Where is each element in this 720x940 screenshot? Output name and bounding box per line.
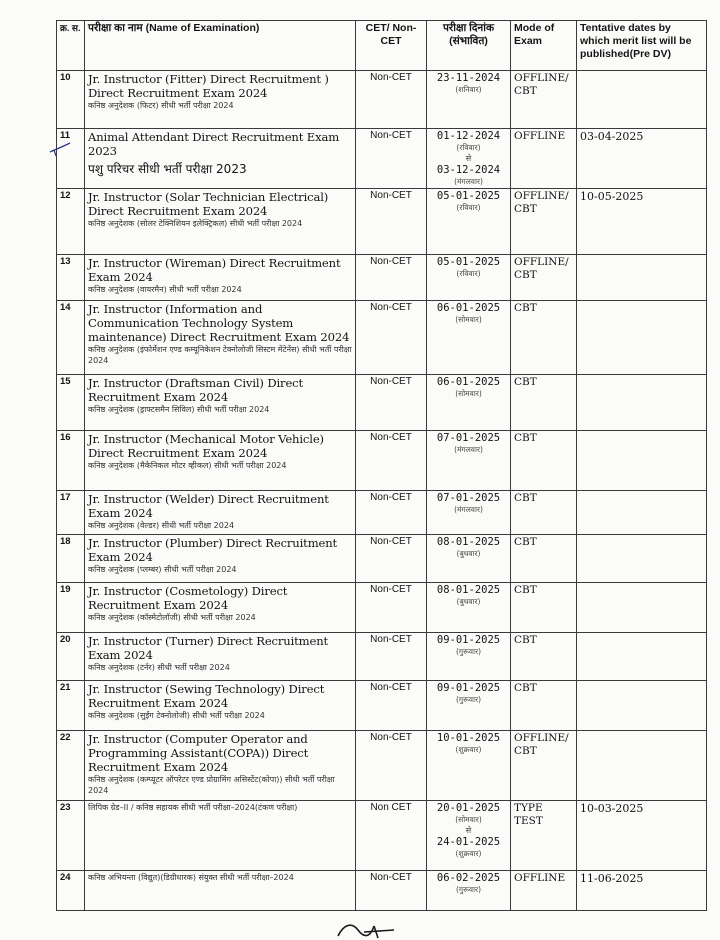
serial-no: 11 bbox=[57, 129, 85, 189]
exam-mode: OFFLINE/ CBT bbox=[511, 71, 577, 129]
exam-schedule-table bbox=[56, 20, 707, 911]
exam-day: (बुधवार) bbox=[456, 597, 481, 606]
exam-date: 08-01-2025 bbox=[436, 536, 501, 548]
table-row bbox=[57, 129, 707, 189]
exam-date: 06-01-2025 bbox=[436, 302, 501, 314]
exam-name-en: Jr. Instructor (Mechanical Motor Vehicle) Direct Recruitment Exam 2024 bbox=[88, 432, 324, 460]
exam-date: 06-01-2025 bbox=[436, 376, 501, 388]
exam-day: (शुक्रवार) bbox=[455, 745, 482, 754]
exam-name-en: Jr. Instructor (Fitter) Direct Recruitment ) Direct Recruitment Exam 2024 bbox=[88, 72, 329, 100]
exam-day: (मंगलवार) bbox=[454, 505, 483, 514]
table-row bbox=[57, 583, 707, 633]
exam-date: 23-11-2024 bbox=[436, 72, 501, 84]
cet-status: Non-CET bbox=[356, 491, 427, 535]
merit-list-date bbox=[577, 583, 707, 633]
exam-mode: CBT bbox=[511, 583, 577, 633]
cet-status: Non CET bbox=[356, 801, 427, 871]
serial-no: 14 bbox=[57, 301, 85, 375]
exam-day: (शनिवार) bbox=[455, 85, 482, 94]
exam-name-hi: पशु परिचर सीधी भर्ती परीक्षा 2023 bbox=[88, 162, 247, 176]
exam-date-cell bbox=[427, 871, 511, 911]
exam-day: (रविवार) bbox=[456, 203, 481, 212]
cet-status: Non-CET bbox=[356, 431, 427, 491]
exam-mode: OFFLINE/ CBT bbox=[511, 255, 577, 301]
exam-name-en: Jr. Instructor (Cosmetology) Direct Recruitment Exam 2024 bbox=[88, 584, 288, 612]
table-row bbox=[57, 375, 707, 431]
exam-mode: CBT bbox=[511, 431, 577, 491]
table-row bbox=[57, 633, 707, 681]
cet-status: Non-CET bbox=[356, 189, 427, 255]
exam-date-cell bbox=[427, 491, 511, 535]
exam-name-cell bbox=[85, 189, 356, 255]
exam-name-en: Jr. Instructor (Information and Communication Technology System maintenance) Direct Recruitment Exam 2024 bbox=[88, 302, 350, 344]
exam-date-cell bbox=[427, 535, 511, 583]
exam-name-cell bbox=[85, 731, 356, 801]
exam-date: 09-01-2025 bbox=[436, 634, 501, 646]
exam-day: (रविवार) bbox=[456, 143, 481, 152]
exam-name-cell bbox=[85, 71, 356, 129]
exam-name-hi: लिपिक ग्रेड–II / कनिष्ठ सहायक सीधी भर्ती परीक्षा–2024(टंकण परीक्षा) bbox=[88, 803, 298, 812]
date-range-separator: से bbox=[465, 826, 472, 835]
merit-list-date: 03-04-2025 bbox=[577, 129, 707, 189]
merit-list-date bbox=[577, 71, 707, 129]
exam-name-cell bbox=[85, 129, 356, 189]
exam-date-cell bbox=[427, 71, 511, 129]
cet-status: Non-CET bbox=[356, 301, 427, 375]
exam-name-en: Jr. Instructor (Solar Technician Electrical) Direct Recruitment Exam 2024 bbox=[88, 190, 329, 218]
exam-name-cell bbox=[85, 375, 356, 431]
exam-date-cell bbox=[427, 801, 511, 871]
serial-no: 18 bbox=[57, 535, 85, 583]
exam-name-hi: कनिष्ठ अनुदेशक (इंफोर्मेशन एण्ड कम्यूनिकेशन टेक्नोलोजी सिस्टम मेंटेनेंस) सीधी भर्ती परीक्षा 2024 bbox=[88, 345, 352, 365]
serial-no: 24 bbox=[57, 871, 85, 911]
table-row bbox=[57, 301, 707, 375]
cet-status: Non-CET bbox=[356, 583, 427, 633]
serial-no: 12 bbox=[57, 189, 85, 255]
cet-status: Non-CET bbox=[356, 255, 427, 301]
merit-list-date bbox=[577, 375, 707, 431]
exam-name-cell bbox=[85, 431, 356, 491]
exam-name-hi: कनिष्ठ अनुदेशक (फिटर) सीधी भर्ती परीक्षा 2024 bbox=[88, 101, 234, 110]
serial-no: 20 bbox=[57, 633, 85, 681]
serial-no: 17 bbox=[57, 491, 85, 535]
header-row bbox=[57, 21, 707, 71]
exam-day: (बुधवार) bbox=[456, 549, 481, 558]
exam-day: (गुरूवार) bbox=[455, 695, 482, 704]
exam-name-en: Jr. Instructor (Wireman) Direct Recruitment Exam 2024 bbox=[88, 256, 341, 284]
cet-status: Non-CET bbox=[356, 633, 427, 681]
merit-list-date bbox=[577, 431, 707, 491]
exam-date: 05-01-2025 bbox=[436, 190, 501, 202]
exam-date-cell bbox=[427, 431, 511, 491]
exam-name-cell bbox=[85, 633, 356, 681]
cet-status: Non-CET bbox=[356, 871, 427, 911]
exam-date: 06-02-2025 bbox=[436, 872, 501, 884]
exam-name-hi: कनिष्ठ अभियन्ता (विद्युत)(डिग्रीधारक) संयुक्त सीधी भर्ती परीक्षा–2024 bbox=[88, 873, 294, 882]
exam-day: (रविवार) bbox=[456, 269, 481, 278]
table-row bbox=[57, 71, 707, 129]
exam-date: 10-01-2025 bbox=[436, 732, 501, 744]
cet-status: Non-CET bbox=[356, 129, 427, 189]
serial-no: 21 bbox=[57, 681, 85, 731]
exam-mode: OFFLINE/ CBT bbox=[511, 731, 577, 801]
table-row bbox=[57, 681, 707, 731]
exam-name-en: Animal Attendant Direct Recruitment Exam 2023 bbox=[88, 130, 340, 158]
exam-day: (गुरूवार) bbox=[455, 647, 482, 656]
cet-status: Non-CET bbox=[356, 535, 427, 583]
exam-name-en: Jr. Instructor (Welder) Direct Recruitment Exam 2024 bbox=[88, 492, 329, 520]
merit-list-date: 10-05-2025 bbox=[577, 189, 707, 255]
merit-list-date bbox=[577, 731, 707, 801]
serial-no: 22 bbox=[57, 731, 85, 801]
exam-day: (सोमवार) bbox=[455, 389, 482, 398]
exam-day-end: (शुक्रवार) bbox=[455, 849, 482, 858]
exam-mode: TYPE TEST bbox=[511, 801, 577, 871]
exam-mode: CBT bbox=[511, 535, 577, 583]
exam-date-end: 03-12-2024 bbox=[436, 164, 501, 176]
merit-list-date bbox=[577, 681, 707, 731]
exam-date: 08-01-2025 bbox=[436, 584, 501, 596]
header-exam-date: परीक्षा दिनांक (संभावित) bbox=[427, 21, 511, 71]
serial-no: 19 bbox=[57, 583, 85, 633]
exam-mode: CBT bbox=[511, 681, 577, 731]
merit-list-date bbox=[577, 633, 707, 681]
exam-date-cell bbox=[427, 375, 511, 431]
serial-no: 15 bbox=[57, 375, 85, 431]
exam-date-end: 24-01-2025 bbox=[436, 836, 501, 848]
exam-mode: OFFLINE/ CBT bbox=[511, 189, 577, 255]
table-row bbox=[57, 871, 707, 911]
exam-name-hi: कनिष्ठ अनुदेशक (प्लम्बर) सीधी भर्ती परीक्षा 2024 bbox=[88, 565, 237, 574]
header-merit-date: Tentative dates by which merit list will be published(Pre DV) bbox=[577, 21, 707, 71]
exam-name-en: Jr. Instructor (Plumber) Direct Recruitment Exam 2024 bbox=[88, 536, 338, 564]
exam-date: 07-01-2025 bbox=[436, 432, 501, 444]
signature bbox=[334, 918, 424, 940]
exam-date: 07-01-2025 bbox=[436, 492, 501, 504]
exam-name-cell bbox=[85, 871, 356, 911]
exam-mode: OFFLINE bbox=[511, 871, 577, 911]
merit-list-date bbox=[577, 491, 707, 535]
table-row bbox=[57, 801, 707, 871]
exam-date: 05-01-2025 bbox=[436, 256, 501, 268]
exam-date: 20-01-2025 bbox=[436, 802, 501, 814]
cet-status: Non-CET bbox=[356, 71, 427, 129]
exam-name-hi: कनिष्ठ अनुदेशक (कॉस्मेटोलॉजी) सीधी भर्ती परीक्षा 2024 bbox=[88, 613, 256, 622]
exam-date: 09-01-2025 bbox=[436, 682, 501, 694]
exam-mode: CBT bbox=[511, 633, 577, 681]
exam-name-hi: कनिष्ठ अनुदेशक (मैकेनिकल मोटर व्हीकल) सीधी भर्ती परीक्षा 2024 bbox=[88, 461, 287, 470]
merit-list-date bbox=[577, 255, 707, 301]
serial-no: 23 bbox=[57, 801, 85, 871]
exam-name-cell bbox=[85, 301, 356, 375]
exam-name-cell bbox=[85, 583, 356, 633]
exam-day: (सोमवार) bbox=[455, 815, 482, 824]
merit-list-date: 11-06-2025 bbox=[577, 871, 707, 911]
exam-name-hi: कनिष्ठ अनुदेशक (वायरमैन) सीधी भर्ती परीक्षा 2024 bbox=[88, 285, 242, 294]
exam-date-cell bbox=[427, 189, 511, 255]
table-row bbox=[57, 255, 707, 301]
table-row bbox=[57, 431, 707, 491]
serial-no: 16 bbox=[57, 431, 85, 491]
exam-name-hi: कनिष्ठ अनुदेशक (सोलर टेक्निशियन इलेक्ट्रिकल) सीधी भर्ती परीक्षा 2024 bbox=[88, 219, 303, 228]
exam-mode: CBT bbox=[511, 491, 577, 535]
exam-name-en: Jr. Instructor (Computer Operator and Programming Assistant(COPA)) Direct Recruitment Exam 2024 bbox=[88, 732, 309, 774]
exam-date: 01-12-2024 bbox=[436, 130, 501, 142]
exam-date-cell bbox=[427, 301, 511, 375]
table-row bbox=[57, 731, 707, 801]
exam-name-en: Jr. Instructor (Turner) Direct Recruitment Exam 2024 bbox=[88, 634, 329, 662]
date-range-separator: से bbox=[465, 154, 472, 163]
header-exam-name: परीक्षा का नाम (Name of Examination) bbox=[85, 21, 356, 71]
cet-status: Non-CET bbox=[356, 681, 427, 731]
exam-day-end: (मंगलवार) bbox=[454, 177, 483, 186]
exam-mode: CBT bbox=[511, 301, 577, 375]
exam-day: (गुरूवार) bbox=[455, 885, 482, 894]
exam-date-cell bbox=[427, 633, 511, 681]
cet-status: Non-CET bbox=[356, 731, 427, 801]
exam-name-cell bbox=[85, 491, 356, 535]
exam-name-hi: कनिष्ठ अनुदेशक (ड्राफ्टसमैन सिविल) सीधी भर्ती परीक्षा 2024 bbox=[88, 405, 270, 414]
merit-list-date bbox=[577, 301, 707, 375]
exam-name-cell bbox=[85, 535, 356, 583]
table-row bbox=[57, 491, 707, 535]
exam-name-cell bbox=[85, 801, 356, 871]
exam-date-cell bbox=[427, 129, 511, 189]
exam-day: (मंगलवार) bbox=[454, 445, 483, 454]
header-mode: Mode of Exam bbox=[511, 21, 577, 71]
exam-day: (सोमवार) bbox=[455, 315, 482, 324]
merit-list-date bbox=[577, 535, 707, 583]
serial-no: 10 bbox=[57, 71, 85, 129]
exam-name-en: Jr. Instructor (Sewing Technology) Direct Recruitment Exam 2024 bbox=[88, 682, 325, 710]
exam-mode: OFFLINE bbox=[511, 129, 577, 189]
header-cet: CET/ Non-CET bbox=[356, 21, 427, 71]
table-row bbox=[57, 535, 707, 583]
exam-name-hi: कनिष्ठ अनुदेशक (वेल्डर) सीधी भर्ती परीक्षा 2024 bbox=[88, 521, 235, 530]
cet-status: Non-CET bbox=[356, 375, 427, 431]
exam-name-hi: कनिष्ठ अनुदेशक (टर्नर) सीधी भर्ती परीक्षा 2024 bbox=[88, 663, 230, 672]
exam-date-cell bbox=[427, 681, 511, 731]
table-row bbox=[57, 189, 707, 255]
serial-no: 13 bbox=[57, 255, 85, 301]
exam-name-en: Jr. Instructor (Draftsman Civil) Direct Recruitment Exam 2024 bbox=[88, 376, 304, 404]
exam-name-hi: कनिष्ठ अनुदेशक (कम्प्यूटर ऑपरेटर एण्ड प्रोग्रामिंग असिस्टेंट(कोपा)) सीधी भर्ती परीक्षा 2024 bbox=[88, 775, 335, 795]
exam-date-cell bbox=[427, 583, 511, 633]
exam-mode: CBT bbox=[511, 375, 577, 431]
header-serial-no: क्र. स. bbox=[57, 21, 85, 71]
exam-name-hi: कनिष्ठ अनुदेशक (सुईंग टेक्नोलोजी) सीधी भर्ती परीक्षा 2024 bbox=[88, 711, 265, 720]
exam-name-cell bbox=[85, 255, 356, 301]
exam-date-cell bbox=[427, 731, 511, 801]
exam-date-cell bbox=[427, 255, 511, 301]
merit-list-date: 10-03-2025 bbox=[577, 801, 707, 871]
exam-name-cell bbox=[85, 681, 356, 731]
